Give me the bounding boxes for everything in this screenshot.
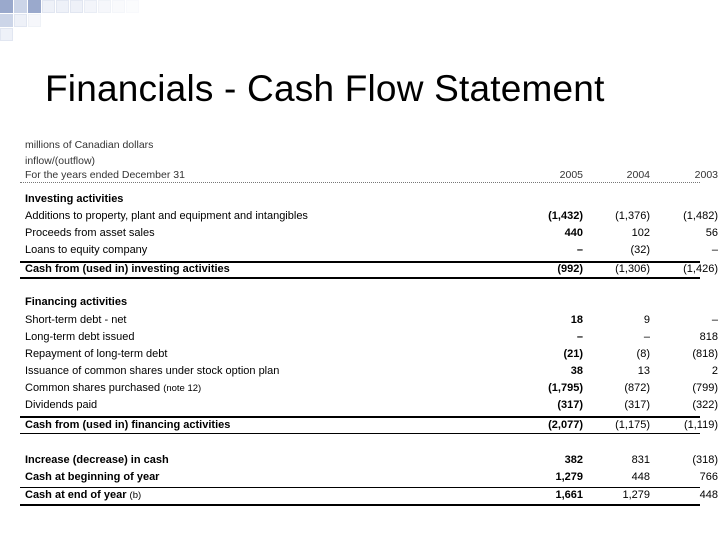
year-header-row bbox=[20, 167, 718, 184]
cash-flow-table bbox=[20, 135, 718, 510]
table-row: Issuance of common shares under stock option plan 38 13 2 bbox=[25, 365, 718, 377]
corner-decoration bbox=[0, 0, 240, 40]
cash-end-row: Cash at end of year (b) 1,661 1,279 448 bbox=[25, 489, 718, 501]
year-2004: 2004 bbox=[626, 169, 650, 181]
table-row: Additions to property, plant and equipment and intangibles (1,432) (1,376) (1,482) bbox=[25, 210, 718, 222]
table-row: Common shares purchased (note 12) (1,795) (872) (799) bbox=[25, 382, 718, 394]
table-row: Increase (decrease) in cash 382 831 (318) bbox=[25, 454, 718, 466]
investing-heading: Investing activities bbox=[25, 193, 124, 205]
slide-title: Financials - Cash Flow Statement bbox=[45, 68, 605, 109]
note-reference: (note 12) bbox=[163, 383, 202, 394]
year-2003: 2003 bbox=[694, 169, 718, 181]
flow-note: inflow/(outflow) bbox=[25, 155, 96, 167]
table-row: Loans to equity company – (32) – bbox=[25, 244, 718, 256]
table-row: Repayment of long-term debt (21) (8) (818) bbox=[25, 348, 718, 360]
year-2005: 2005 bbox=[559, 169, 583, 181]
financing-heading: Financing activities bbox=[25, 296, 128, 308]
table-row: Long-term debt issued – – 818 bbox=[25, 331, 718, 343]
table-row: Proceeds from asset sales 440 102 56 bbox=[25, 227, 718, 239]
investing-total-row: Cash from (used in) investing activities (992) (1,306) (1,426) bbox=[25, 263, 718, 275]
financing-total-row: Cash from (used in) financing activities (2,077) (1,175) (1,119) bbox=[25, 419, 718, 431]
period-label: For the years ended December 31 bbox=[25, 169, 185, 181]
unit-note: millions of Canadian dollars bbox=[25, 139, 154, 151]
table-row: Dividends paid (317) (317) (322) bbox=[25, 399, 718, 411]
table-row: Short-term debt - net 18 9 – bbox=[25, 314, 718, 326]
table-row: Cash at beginning of year 1,279 448 766 bbox=[25, 471, 718, 483]
note-reference: (b) bbox=[129, 490, 142, 501]
